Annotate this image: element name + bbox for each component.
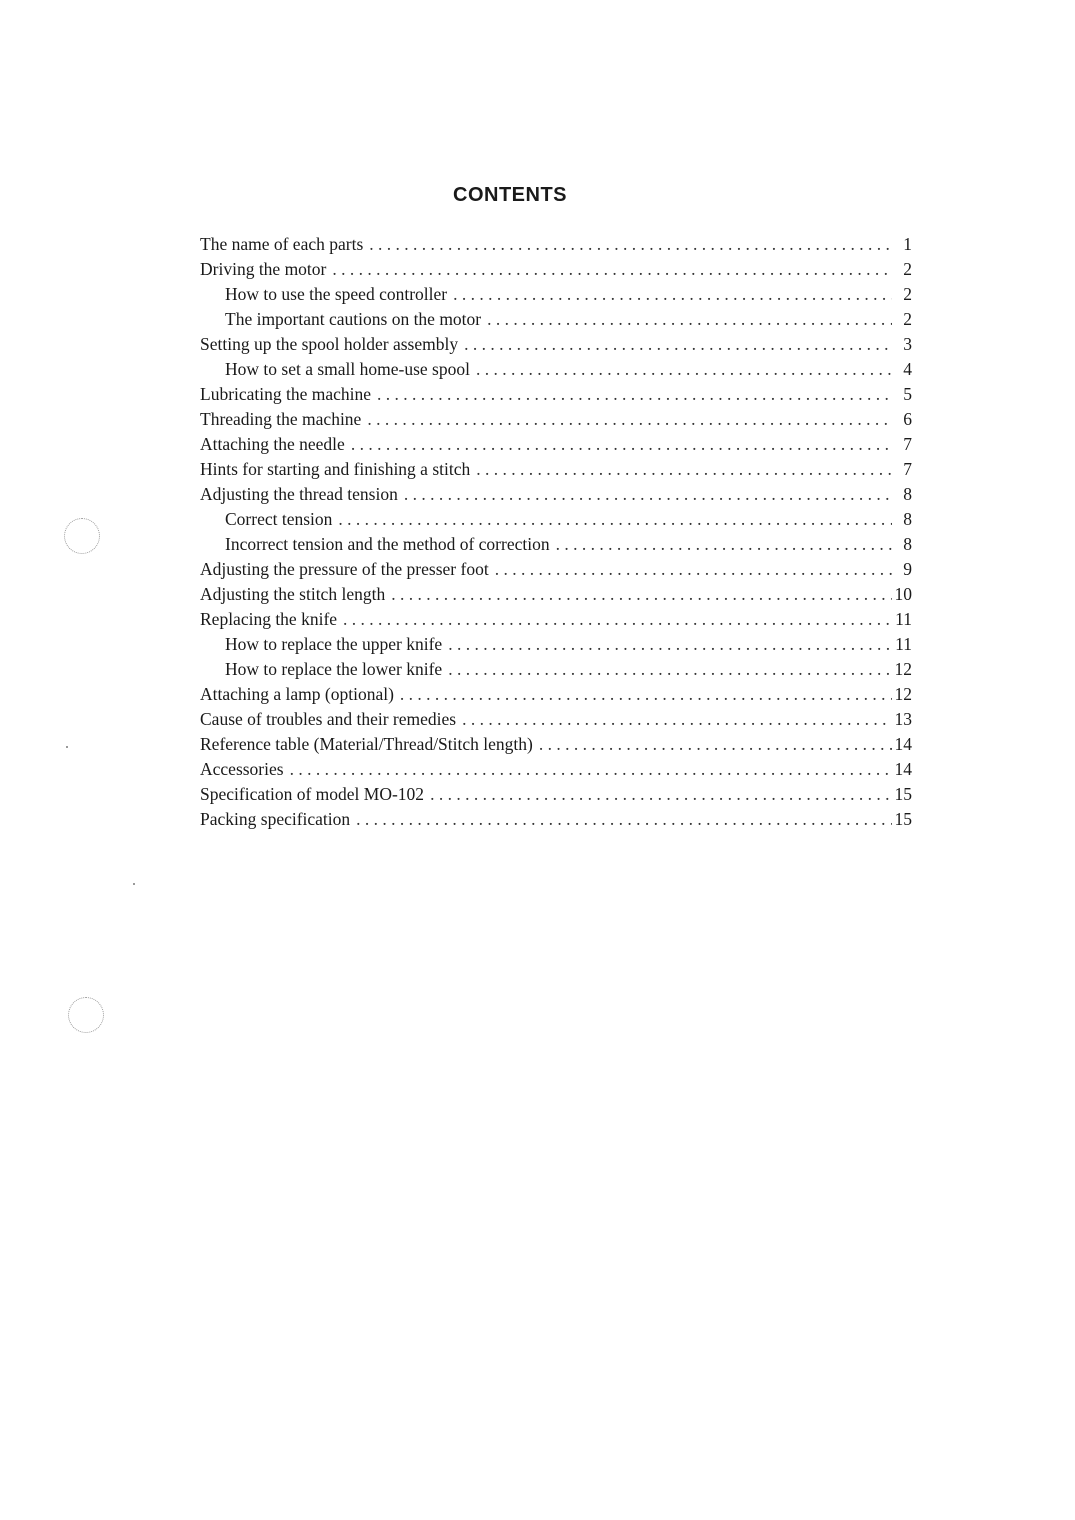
- toc-entry: [200, 684, 912, 709]
- page-title: CONTENTS: [453, 184, 567, 206]
- dot-leader: [476, 359, 892, 380]
- toc-entry-label: How to replace the upper knife: [225, 634, 443, 654]
- toc-page-number: 11: [895, 609, 912, 629]
- toc-page-number: 7: [903, 434, 912, 454]
- dot-leader: [462, 709, 892, 730]
- toc-entry: [200, 809, 912, 834]
- toc-entry-label: Replacing the knife: [200, 609, 338, 629]
- dot-leader: [400, 684, 892, 705]
- toc-subentry: [200, 309, 912, 334]
- dot-leader: [404, 484, 892, 505]
- toc-page-number: 15: [894, 809, 912, 829]
- toc-entry-label: The important cautions on the motor: [225, 309, 482, 329]
- toc-entry-label: How to use the speed controller: [225, 284, 448, 304]
- toc-entry-label: The name of each parts: [200, 234, 364, 254]
- toc-page-number: 2: [903, 259, 912, 279]
- toc-entry: [200, 409, 912, 434]
- toc-entry-label: Attaching a lamp (optional): [200, 684, 394, 704]
- toc-page-number: 11: [895, 634, 912, 654]
- toc-entry-label: Incorrect tension and the method of correction: [225, 534, 550, 554]
- scan-speck: [133, 883, 135, 885]
- toc-entry: [200, 259, 912, 284]
- punch-hole-mark: [64, 518, 100, 554]
- toc-page-number: 2: [903, 284, 912, 304]
- toc-entry: [200, 334, 912, 359]
- toc-entry: [200, 584, 912, 609]
- toc-page-number: 8: [903, 509, 912, 529]
- toc-subentry: [200, 284, 912, 309]
- toc-entry-label: Correct tension: [225, 509, 333, 529]
- toc-page-number: 1: [903, 234, 912, 254]
- dot-leader: [487, 309, 892, 330]
- dot-leader: [464, 334, 892, 355]
- toc-entry-label: Threading the machine: [200, 409, 362, 429]
- toc-subentry: [200, 509, 912, 534]
- toc-page-number: 2: [903, 309, 912, 329]
- toc-page-number: 9: [903, 559, 912, 579]
- toc-entry: [200, 434, 912, 459]
- toc-subentry: [200, 659, 912, 684]
- toc-entry-label: Adjusting the pressure of the presser foot: [200, 559, 489, 579]
- dot-leader: [391, 584, 892, 605]
- dot-leader: [369, 234, 892, 255]
- dot-leader: [332, 259, 892, 280]
- dot-leader: [539, 734, 892, 755]
- dot-leader: [338, 509, 892, 530]
- toc-entry: [200, 459, 912, 484]
- toc-entry: [200, 709, 912, 734]
- toc-entry: [200, 234, 912, 259]
- toc-entry: [200, 609, 912, 634]
- toc-entry: [200, 784, 912, 809]
- table-of-contents: [200, 234, 912, 834]
- dot-leader: [556, 534, 892, 555]
- toc-entry-label: Driving the motor: [200, 259, 327, 279]
- toc-entry-label: Hints for starting and finishing a stitch: [200, 459, 471, 479]
- toc-page-number: 8: [903, 484, 912, 504]
- dot-leader: [430, 784, 892, 805]
- toc-entry-label: Specification of model MO-102: [200, 784, 425, 804]
- toc-page-number: 3: [903, 334, 912, 354]
- toc-page-number: 13: [894, 709, 912, 729]
- punch-hole-mark: [68, 997, 104, 1033]
- toc-page-number: 4: [903, 359, 912, 379]
- toc-entry-label: Setting up the spool holder assembly: [200, 334, 459, 354]
- dot-leader: [453, 284, 892, 305]
- dot-leader: [448, 634, 892, 655]
- toc-page-number: 5: [903, 384, 912, 404]
- toc-entry-label: How to set a small home-use spool: [225, 359, 470, 379]
- toc-entry-label: Adjusting the stitch length: [200, 584, 386, 604]
- toc-entry-label: Adjusting the thread tension: [200, 484, 398, 504]
- toc-subentry: [200, 634, 912, 659]
- dot-leader: [476, 459, 892, 480]
- toc-entry-label: Lubricating the machine: [200, 384, 372, 404]
- toc-entry-label: Reference table (Material/Thread/Stitch length): [200, 734, 533, 754]
- toc-page-number: 10: [894, 584, 912, 604]
- dot-leader: [367, 409, 892, 430]
- toc-page-number: 6: [903, 409, 912, 429]
- dot-leader: [351, 434, 892, 455]
- dot-leader: [343, 609, 892, 630]
- toc-entry: [200, 759, 912, 784]
- toc-entry: [200, 734, 912, 759]
- toc-page-number: 12: [894, 684, 912, 704]
- dot-leader: [377, 384, 892, 405]
- toc-entry: [200, 384, 912, 409]
- dot-leader: [495, 559, 892, 580]
- toc-subentry: [200, 359, 912, 384]
- dot-leader: [448, 659, 892, 680]
- dot-leader: [356, 809, 892, 830]
- toc-page-number: 8: [903, 534, 912, 554]
- toc-page-number: 14: [894, 759, 912, 779]
- toc-page-number: 14: [894, 734, 912, 754]
- toc-subentry: [200, 534, 912, 559]
- toc-page-number: 7: [903, 459, 912, 479]
- toc-entry-label: Packing specification: [200, 809, 351, 829]
- toc-entry-label: Cause of troubles and their remedies: [200, 709, 457, 729]
- toc-entry-label: How to replace the lower knife: [225, 659, 443, 679]
- toc-entry-label: Accessories: [200, 759, 284, 779]
- toc-entry: [200, 559, 912, 584]
- dot-leader: [290, 759, 892, 780]
- scan-speck: [66, 746, 68, 748]
- toc-page-number: 15: [894, 784, 912, 804]
- toc-page-number: 12: [894, 659, 912, 679]
- toc-entry: [200, 484, 912, 509]
- toc-entry-label: Attaching the needle: [200, 434, 345, 454]
